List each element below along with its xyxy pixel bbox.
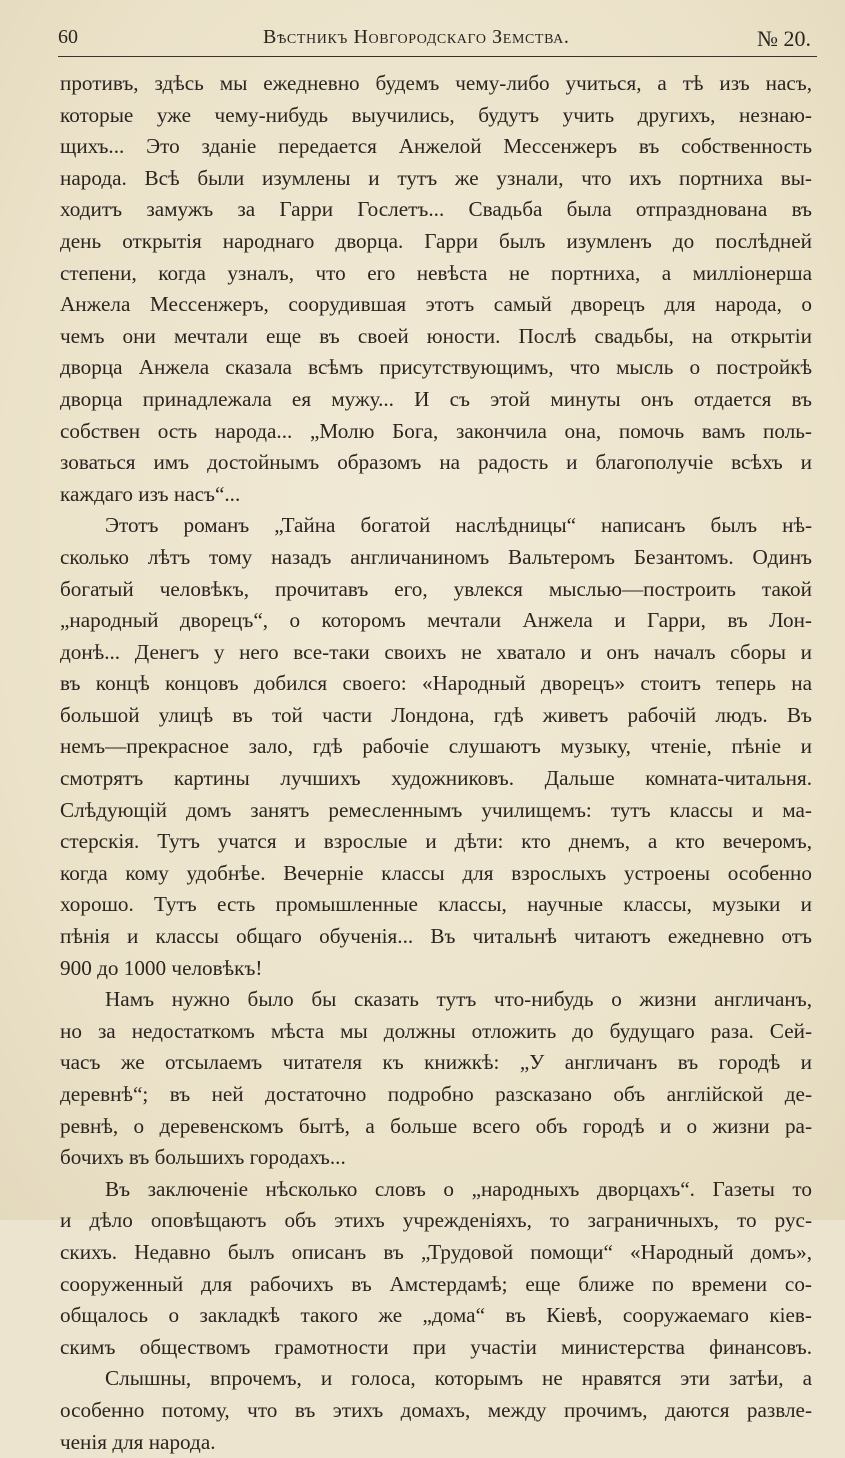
journal-title: Вѣстникъ Новгородскаго Земства. <box>263 26 570 48</box>
text-line: скихъ. Недавно былъ описанъ въ „Трудовой помощи“ «Народный домъ», <box>60 1239 812 1264</box>
text-line: Анжела Мессенжеръ, соорудившая этотъ самый дворецъ для народа, о <box>60 292 812 317</box>
text-line: деревнѣ“; въ ней достаточно подробно разсказано объ англійской де- <box>60 1082 812 1106</box>
text-line: Этотъ романъ „Тайна богатой наслѣдницы“ написанъ былъ нѣ- <box>105 513 812 538</box>
article-body <box>60 68 812 1458</box>
text-line: въ концѣ концовъ добился своего: «Народный дворецъ» стоитъ теперь на <box>60 671 812 696</box>
text-line: пѣнія и классы общаго обученія... Въ читальнѣ читаютъ ежедневно отъ <box>60 924 812 949</box>
text-line: Слышны, впрочемъ, и голоса, которымъ не нравятся эти затѣи, а <box>105 1366 812 1391</box>
text-line: смотрятъ картины лучшихъ художниковъ. Дальше комната-читальня. <box>60 766 812 791</box>
text-line: ходитъ замужъ за Гарри Гослетъ... Свадьба была отпразднована въ <box>60 197 812 222</box>
text-line: ченія для народа. <box>60 1429 216 1454</box>
text-line: Слѣдующій домъ занятъ ремесленнымъ училищемъ: тутъ классы и ма- <box>60 797 812 822</box>
text-line: сколько лѣтъ тому назадъ англичаниномъ Вальтеромъ Безантомъ. Одинъ <box>60 544 812 569</box>
text-line: собствен ость народа... „Молю Бога, закончила она, помочь вамъ поль- <box>60 418 812 443</box>
text-line: бочихъ въ большихъ городахъ... <box>60 1145 346 1170</box>
text-line: которые уже чему-нибудь выучились, будутъ учить другихъ, незнаю- <box>60 102 812 127</box>
text-line: Намъ нужно было бы сказать тутъ что-нибудь о жизни англичанъ, <box>105 987 812 1012</box>
text-line: щихъ... Это зданіе передается Анжелой Мессенжеръ въ собственность <box>60 134 812 159</box>
text-line: общалось о закладкѣ такого же „дома“ въ Кіевѣ, сооружаемаго кіев- <box>60 1303 812 1328</box>
text-line: дворца Анжела сказала всѣмъ присутствующимъ, что мысль о постройкѣ <box>60 355 812 380</box>
text-line: зоваться имъ достойнымъ образомъ на радость и благополучіе всѣхъ и <box>60 450 812 475</box>
text-line: и дѣло оповѣщаютъ объ этихъ учрежденіяхъ, то заграничныхъ, то рус- <box>60 1208 812 1233</box>
text-line: противъ, здѣсь мы ежедневно будемъ чему-либо учиться, а тѣ изъ насъ, <box>60 71 812 95</box>
text-line: „народный дворецъ“, о которомъ мечтали Анжела и Гарри, въ Лон- <box>60 608 812 633</box>
text-line: каждаго изъ насъ“... <box>60 481 241 506</box>
text-line: стерскія. Тутъ учатся и взрослые и дѣти: кто днемъ, а кто вечеромъ, <box>60 829 812 854</box>
issue-number: № 20. <box>757 26 811 51</box>
text-line: Въ заключеніе нѣсколько словъ о „народныхъ дворцахъ“. Газеты то <box>105 1176 812 1201</box>
text-line: 900 до 1000 человѣкъ! <box>60 955 263 980</box>
text-line: народа. Всѣ были изумлены и тутъ же узнали, что ихъ портниха вы- <box>60 165 812 190</box>
text-line: чемъ они мечтали еще въ своей юности. Послѣ свадьбы, на открытіи <box>60 323 812 348</box>
text-line: ревнѣ, о деревенскомъ бытѣ, а больше всего объ городѣ и о жизни ра- <box>60 1113 812 1138</box>
text-line: степени, когда узналъ, что его невѣста не портниха, а милліонерша <box>60 260 812 285</box>
text-line: особенно потому, что въ этихъ домахъ, между прочимъ, даются развле- <box>60 1397 812 1422</box>
text-line: большой улицѣ въ той части Лондона, гдѣ живетъ рабочій людъ. Въ <box>60 702 812 727</box>
text-line: дворца принадлежала ея мужу... И съ этой минуты онъ отдается въ <box>60 386 812 411</box>
text-line: хорошо. Тутъ есть промышленные классы, научные классы, музыки и <box>60 892 812 917</box>
text-line: часъ же отсылаемъ читателя къ книжкѣ: „У англичанъ въ городѣ и <box>60 1050 812 1075</box>
page-header <box>58 22 815 54</box>
text-line: день открытія народнаго дворца. Гарри былъ изумленъ до послѣдней <box>60 228 812 253</box>
text-line: богатый человѣкъ, прочитавъ его, увлекся мыслью—построить такой <box>60 576 812 601</box>
text-line: немъ—прекрасное зало, гдѣ рабочіе слушаютъ музыку, чтеніе, пѣніе и <box>60 734 812 759</box>
text-line: когда кому удобнѣе. Вечерніе классы для взрослыхъ устроены особенно <box>60 860 812 885</box>
text-line: сооруженный для рабочихъ въ Амстердамѣ; еще ближе по времени со- <box>60 1271 812 1296</box>
text-line: скимъ обществомъ грамотности при участіи министерства финансовъ. <box>60 1334 812 1359</box>
page-number: 60 <box>58 26 78 48</box>
text-line: донѣ... Денегъ у него все-таки своихъ не хватало и онъ началъ сборы и <box>60 639 812 664</box>
header-rule <box>58 56 817 57</box>
text-line: но за недостаткомъ мѣста мы должны отложить до будущаго раза. Сей- <box>60 1018 812 1043</box>
